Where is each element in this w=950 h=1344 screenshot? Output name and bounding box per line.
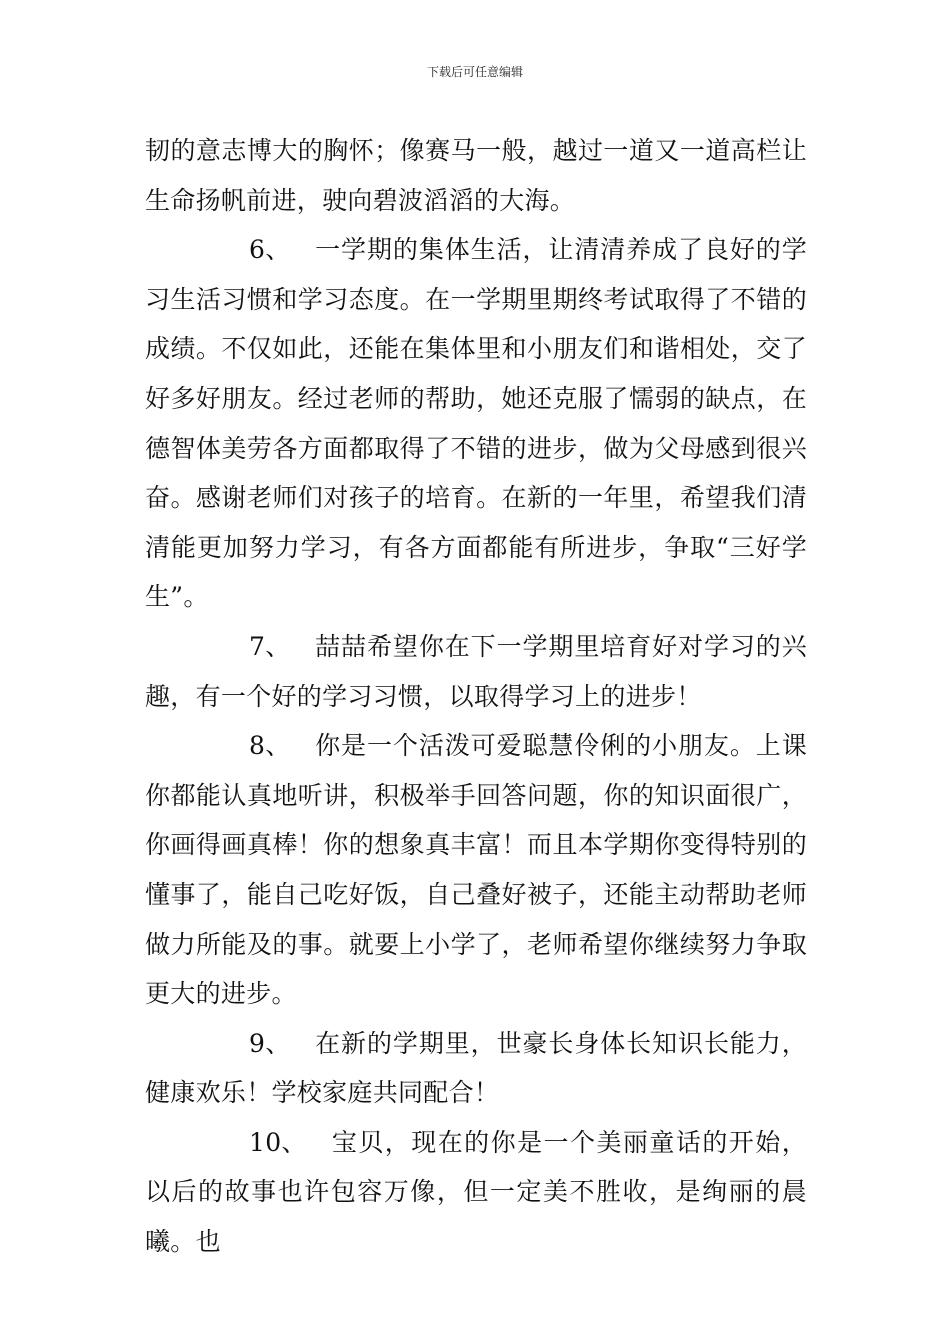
paragraph-text: 宝贝，现在的你是一个美丽童话的开始，以后的故事也许包容万像，但一定美不胜收，是绚丽的晨曦。也 bbox=[145, 1127, 807, 1257]
paragraph-text: 在新的学期里，世豪长身体长知识长能力，健康欢乐！学校家庭共同配合！ bbox=[145, 1028, 807, 1108]
item-number: 8、 bbox=[249, 731, 291, 761]
paragraph-text: 你是一个活泼可爱聪慧伶俐的小朋友。上课你都能认真地听讲，积极举手回答问题，你的知识面很广，你画得画真棒！你的想象真丰富！而且本学期你变得特别的懂事了，能自己吃好饭，自己叠好被子，还能主动帮助老师做力所能及的事。就要上小学了，老师希望你继续努力争取更大的进步。 bbox=[145, 731, 807, 1009]
paragraph-text: 韧的意志博大的胸怀；像赛马一般，越过一道又一道高栏让生命扬帆前进，驶向碧波滔滔的大海。 bbox=[145, 136, 807, 215]
item-number: 7、 bbox=[249, 631, 291, 661]
paragraph-item-10 bbox=[145, 1118, 807, 1267]
paragraph-item-6 bbox=[145, 225, 807, 622]
item-number: 10、 bbox=[249, 1127, 307, 1157]
paragraph-item-8 bbox=[145, 721, 807, 1019]
paragraph-text: 一学期的集体生活，让清清养成了良好的学习生活习惯和学习态度。在一学期里期终考试取得了不错的成绩。不仅如此，还能在集体里和小朋友们和谐相处，交了好多好朋友。经过老师的帮助，她还克服了懦弱的缺点，在德智体美劳各方面都取得了不错的进步，做为父母感到很兴奋。感谢老师们对孩子的培育。在新的一年里，希望我们清清能更加努力学习，有各方面都能有所进步，争取“三好学生”。 bbox=[145, 235, 807, 612]
paragraph-item-9 bbox=[145, 1019, 807, 1118]
page-header: 下载后可任意编辑 bbox=[426, 65, 523, 79]
paragraph-text: 喆喆希望你在下一学期里培育好对学习的兴趣，有一个好的学习习惯，以取得学习上的进步！ bbox=[145, 631, 807, 711]
item-number: 9、 bbox=[249, 1028, 291, 1058]
item-number: 6、 bbox=[249, 235, 291, 265]
paragraph-item-7 bbox=[145, 622, 807, 721]
paragraph-continued bbox=[145, 126, 807, 225]
document-body bbox=[145, 126, 807, 1267]
